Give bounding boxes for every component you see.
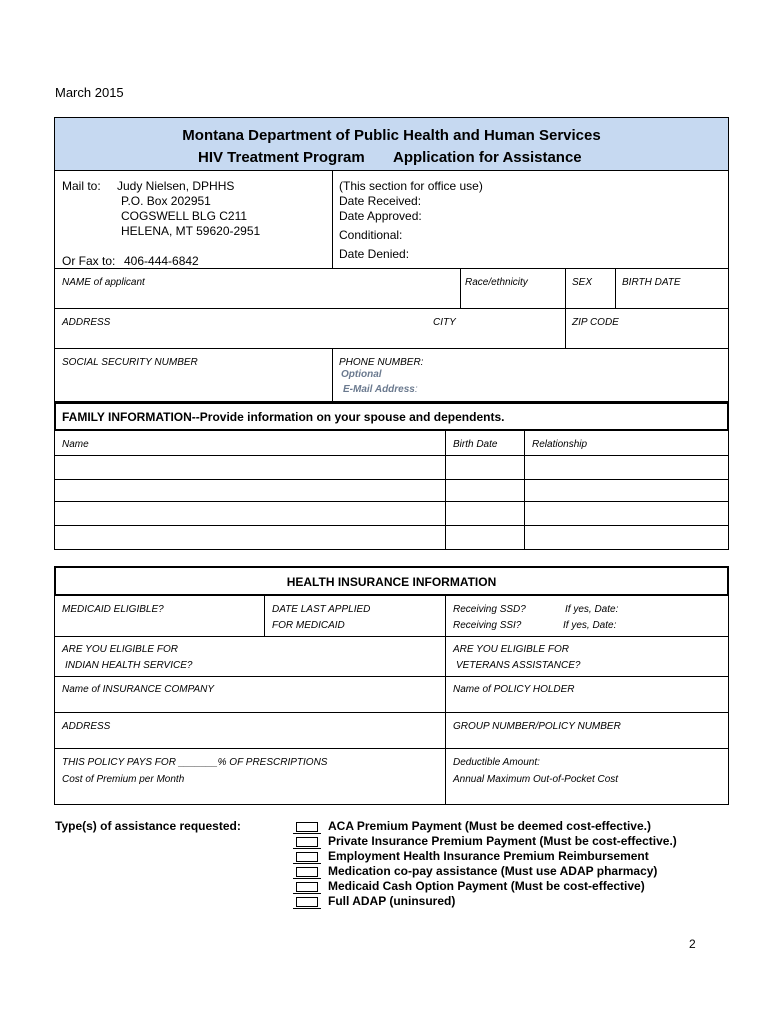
employment-reimbursement-checkbox[interactable] xyxy=(296,852,318,862)
assistance-label: Type(s) of assistance requested: xyxy=(55,819,241,833)
office-use-title: (This section for office use) xyxy=(339,179,483,193)
race-field[interactable]: Race/ethnicity xyxy=(465,277,528,288)
out-of-pocket-field[interactable]: Annual Maximum Out-of-Pocket Cost xyxy=(453,774,619,785)
ihs-field[interactable]: INDIAN HEALTH SERVICE? xyxy=(65,660,193,671)
family-col-relationship: Relationship xyxy=(532,439,588,450)
full-adap-option: Full ADAP (uninsured) xyxy=(328,894,456,908)
fax-number: 406-444-6842 xyxy=(124,254,199,268)
date-applied-label-2: FOR MEDICAID xyxy=(272,620,345,631)
mail-box: P.O. Box 202951 xyxy=(121,194,211,208)
family-row-1[interactable] xyxy=(55,456,444,478)
family-title: FAMILY INFORMATION--Provide information on your spouse and dependents. xyxy=(62,410,505,424)
aca-premium-checkbox[interactable] xyxy=(296,822,318,832)
medicaid-cash-checkbox[interactable] xyxy=(296,882,318,892)
insurance-company-field[interactable]: Name of INSURANCE COMPANY xyxy=(62,684,215,695)
department-title: Montana Department of Public Health and Human Services xyxy=(182,127,601,144)
document-date: March 2015 xyxy=(55,85,124,100)
birth-date-field[interactable]: BIRTH DATE xyxy=(622,277,681,288)
family-row-2[interactable] xyxy=(55,480,444,500)
insurance-address-field[interactable]: ADDRESS xyxy=(62,721,111,732)
date-received: Date Received: xyxy=(339,194,422,208)
email-field[interactable] xyxy=(343,384,418,395)
mail-city: HELENA, MT 59620-2951 xyxy=(121,224,261,238)
ssd-date-field[interactable]: If yes, Date: xyxy=(565,604,619,615)
medication-copay-option: Medication co-pay assistance (Must use ADAP pharmacy) xyxy=(328,864,658,878)
medicaid-eligible-field[interactable]: MEDICAID ELIGIBLE? xyxy=(62,604,164,615)
program-title: HIV Treatment Program xyxy=(198,149,365,166)
full-adap-checkbox[interactable] xyxy=(296,897,318,907)
ssd-field[interactable]: Receiving SSD? xyxy=(453,604,526,615)
private-insurance-option: Private Insurance Premium Payment (Must be cost-effective.) xyxy=(328,834,677,848)
date-approved: Date Approved: xyxy=(339,209,422,223)
email-label: E-Mail Address xyxy=(343,384,415,395)
premium-cost-field[interactable]: Cost of Premium per Month xyxy=(62,774,185,785)
policy-pays-field[interactable]: THIS POLICY PAYS FOR _______% OF PRESCRIPTIONS xyxy=(62,757,328,768)
ssn-field[interactable]: SOCIAL SECURITY NUMBER xyxy=(62,357,198,368)
ihs-label-1: ARE YOU ELIGIBLE FOR xyxy=(62,644,178,655)
private-insurance-checkbox[interactable] xyxy=(296,837,318,847)
phone-field[interactable]: PHONE NUMBER: xyxy=(339,357,424,368)
group-number-field[interactable]: GROUP NUMBER/POLICY NUMBER xyxy=(453,721,621,732)
ssi-date-field[interactable]: If yes, Date: xyxy=(563,620,617,631)
date-applied-label-1: DATE LAST APPLIED xyxy=(272,604,371,615)
page-number: 2 xyxy=(689,937,696,951)
address-field[interactable]: ADDRESS xyxy=(62,317,111,328)
family-row-3[interactable] xyxy=(55,502,444,524)
date-denied: Date Denied: xyxy=(339,247,410,261)
applicant-name-field[interactable]: NAME of applicant xyxy=(62,277,145,288)
policy-holder-field[interactable]: Name of POLICY HOLDER xyxy=(453,684,575,695)
va-label-1: ARE YOU ELIGIBLE FOR xyxy=(453,644,569,655)
aca-premium-option: ACA Premium Payment (Must be deemed cost-effective.) xyxy=(328,819,651,833)
phone-optional-note: Optional xyxy=(341,369,382,380)
header-band xyxy=(55,118,728,170)
va-field[interactable]: VETERANS ASSISTANCE? xyxy=(456,660,581,671)
fax-label: Or Fax to: xyxy=(62,254,116,268)
conditional: Conditional: xyxy=(339,228,403,242)
zip-field[interactable]: ZIP CODE xyxy=(572,317,619,328)
insurance-title: HEALTH INSURANCE INFORMATION xyxy=(286,575,497,589)
city-field[interactable]: CITY xyxy=(433,317,456,328)
employment-reimbursement-option: Employment Health Insurance Premium Reimbursement xyxy=(328,849,649,863)
ssi-field[interactable]: Receiving SSI? xyxy=(453,620,522,631)
email-colon: : xyxy=(414,384,418,395)
deductible-field[interactable]: Deductible Amount: xyxy=(453,757,540,768)
family-col-birth: Birth Date xyxy=(453,439,498,450)
mail-bldg: COGSWELL BLG C211 xyxy=(121,209,248,223)
family-col-name: Name xyxy=(62,439,89,450)
family-row-4[interactable] xyxy=(55,526,444,549)
sex-field[interactable]: SEX xyxy=(572,277,593,288)
mail-name: Judy Nielsen, DPHHS xyxy=(117,179,235,193)
medication-copay-checkbox[interactable] xyxy=(296,867,318,877)
application-title: Application for Assistance xyxy=(393,149,582,166)
medicaid-cash-option: Medicaid Cash Option Payment (Must be cost-effective) xyxy=(328,879,645,893)
mail-label: Mail to: xyxy=(62,179,101,193)
